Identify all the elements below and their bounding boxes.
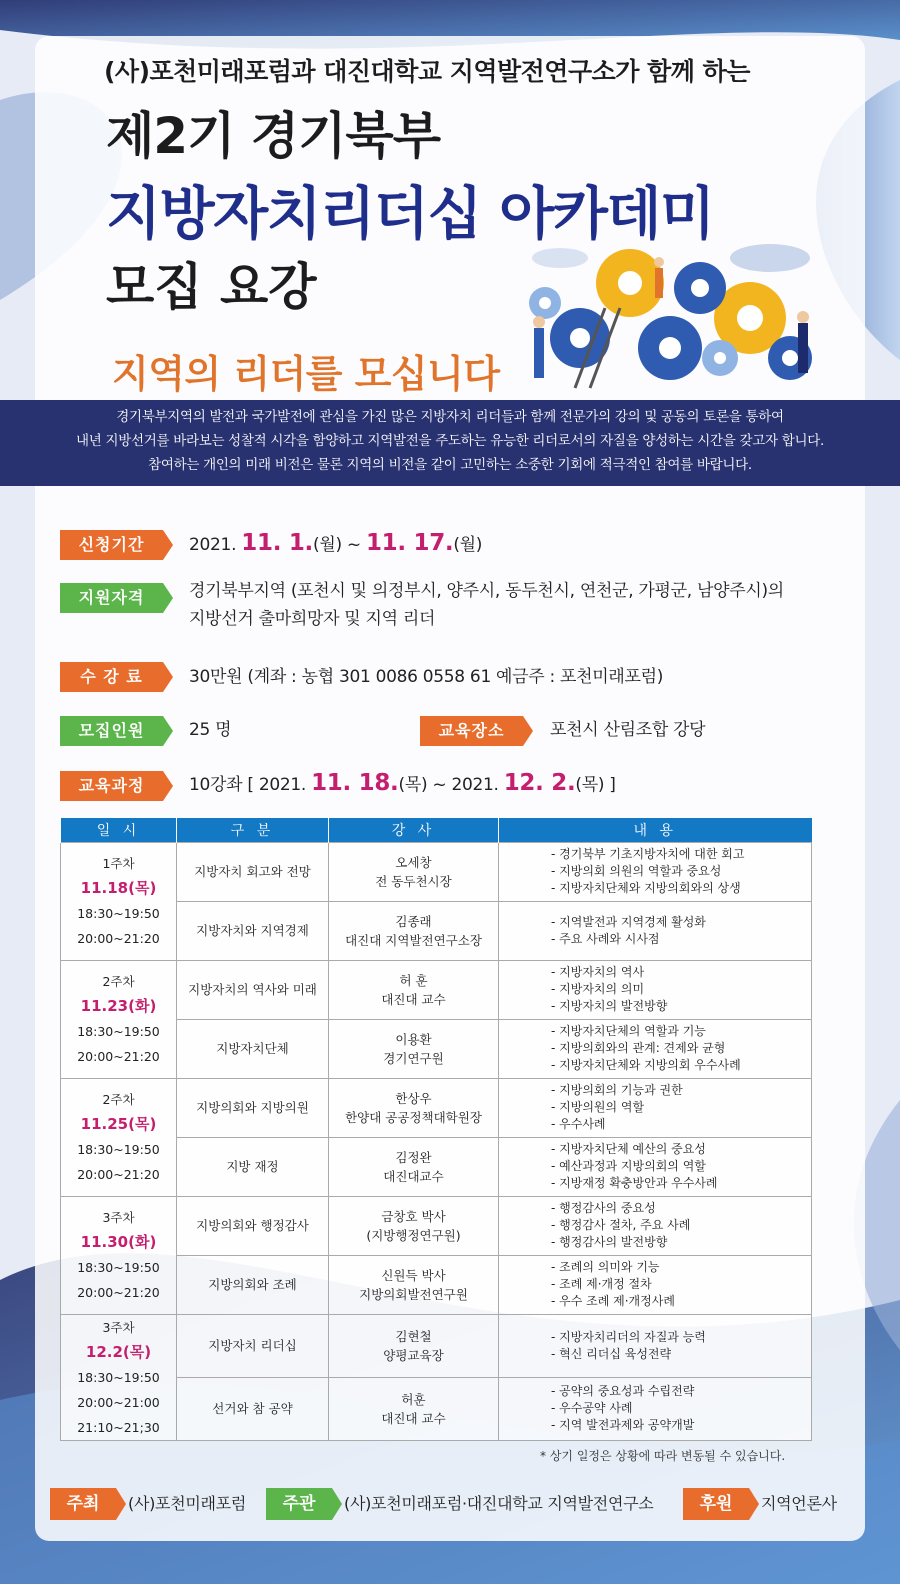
content-item: - 행정감사 절차, 주요 사례: [551, 1218, 691, 1232]
lecturer-line: 김정완: [395, 1149, 432, 1165]
week-date: 11.18(목): [80, 879, 157, 897]
session-time: 20:00~21:20: [77, 1049, 160, 1064]
session-category: 지방자치 회고와 전망: [177, 842, 329, 901]
session-time: 18:30~19:50: [77, 1142, 160, 1157]
intro-line: 참여하는 개인의 미래 비전은 물론 지역의 비전을 같이 고민하는 소중한 기회에 적극적인 참여를 바랍니다.: [148, 457, 752, 473]
session-time: 18:30~19:50: [77, 1369, 160, 1385]
lecturer-line: 오세창: [395, 854, 432, 870]
session-time: 20:00~21:00: [77, 1394, 160, 1410]
lecturer-line: 허 훈: [399, 972, 428, 988]
content-item: - 지역 발전과제와 공약개발: [551, 1418, 695, 1432]
session-lecturer: [329, 1196, 499, 1255]
fee-label: 수 강 료: [60, 662, 163, 692]
course-label: 교육과정: [60, 771, 163, 801]
session-lecturer: [329, 1314, 499, 1377]
venue-value: 포천시 산림조합 강당: [550, 720, 706, 740]
gears-illustration: [520, 228, 840, 393]
session-category: 지방 재정: [177, 1137, 329, 1196]
fee-value: 30만원 (계좌 : 농협 301 0086 0558 61 예금주 : 포천미래포럼): [189, 667, 664, 687]
host-value: (사)포천미래포럼: [128, 1494, 246, 1513]
organizer-value: (사)포천미래포럼·대진대학교 지역발전연구소: [344, 1494, 654, 1513]
sponsor-value: 지역언론사: [761, 1494, 837, 1513]
session-category: 지방의회와 조례: [177, 1255, 329, 1314]
header-datetime: 일 시: [61, 818, 177, 842]
content-item: - 지방의회와의 관계: 견제와 균형: [551, 1041, 726, 1055]
lecturer-line: 허훈: [401, 1391, 426, 1407]
table-row: [61, 1196, 812, 1255]
title-line-3: 모집 요강: [106, 258, 317, 316]
session-time: 18:30~19:50: [77, 1260, 160, 1275]
session-contents: [499, 1078, 812, 1137]
week-label: 1주차: [102, 856, 135, 871]
session-time: 18:30~19:50: [77, 1024, 160, 1039]
content-item: - 지방의회 의원의 역할과 중요성: [551, 864, 722, 878]
header-subtitle: (사)포천미래포럼과 대진대학교 지역발전연구소가 함께 하는: [104, 57, 750, 86]
week-datetime-cell: [61, 960, 177, 1078]
table-row: [61, 1314, 812, 1377]
content-item: - 주요 사례와 시사점: [551, 931, 660, 946]
lecturer-line: 김현철: [395, 1328, 432, 1344]
content-item: - 지방자치단체와 지방의회와의 상생: [551, 881, 741, 895]
session-time: 20:00~21:20: [77, 931, 160, 946]
period-value: 2021. 11. 1.(월) ~ 11. 17.(월): [189, 530, 483, 556]
content-item: - 조례의 의미와 기능: [551, 1260, 660, 1274]
lecturer-line: 대진대 교수: [381, 991, 446, 1007]
content-item: - 지방자치단체와 지방의회 우수사례: [551, 1058, 741, 1072]
table-header-row: [61, 818, 812, 842]
session-contents: [499, 960, 812, 1019]
content-item: - 지방자치의 발전방향: [551, 999, 668, 1013]
intro-banner: [0, 400, 900, 486]
session-lecturer: [329, 1377, 499, 1440]
lecturer-line: (지방행정연구원): [366, 1227, 461, 1243]
organizer-label: 주관: [266, 1488, 332, 1520]
lecturer-line: 금창호 박사: [381, 1208, 446, 1224]
lecturer-line: 양평교육장: [383, 1347, 444, 1363]
slogan: 지역의 리더를 모십니다: [112, 352, 500, 396]
capacity-label: 모집인원: [60, 716, 163, 746]
week-date: 12.2(목): [85, 1342, 152, 1361]
table-row: [61, 842, 812, 901]
session-category: 지방자치의 역사와 미래: [177, 960, 329, 1019]
content-item: - 행정감사의 발전방향: [551, 1235, 668, 1249]
lecturer-line: 지방의회발전연구원: [359, 1286, 468, 1302]
content-item: - 조례 제·개정 절차: [551, 1277, 652, 1291]
week-date: 11.25(목): [80, 1115, 157, 1133]
lecturer-line: 전 동두천시장: [375, 873, 452, 889]
session-contents: [499, 1377, 812, 1440]
week-date: 11.30(화): [80, 1233, 157, 1251]
session-lecturer: [329, 901, 499, 960]
sponsor-label: 후원: [683, 1488, 749, 1520]
session-lecturer: [329, 960, 499, 1019]
content-item: - 지방자치단체 예산의 중요성: [551, 1142, 706, 1156]
eligibility-value: 경기북부지역 (포천시 및 의정부시, 양주시, 동두천시, 연천군, 가평군, 남양주시)의 지방선거 출마희망자 및 지역 리더: [189, 581, 784, 629]
session-contents: [499, 1137, 812, 1196]
content-item: - 예산과정과 지방의회의 역할: [551, 1159, 706, 1173]
session-contents: [499, 1019, 812, 1078]
content-item: - 지방자치의 의미: [551, 982, 645, 996]
header-lecturer: 강 사: [329, 818, 499, 842]
session-contents: [499, 842, 812, 901]
session-lecturer: [329, 842, 499, 901]
lecturer-line: 한상우: [395, 1090, 432, 1106]
period-label: 신청기간: [60, 530, 163, 560]
intro-line: 내년 지방선거를 바라보는 성찰적 시각을 함양하고 지역발전을 주도하는 유능한 리더로서의 자질을 양성하는 시간을 갖고자 합니다.: [76, 433, 824, 449]
session-contents: [499, 901, 812, 960]
week-label: 3주차: [102, 1210, 135, 1225]
session-time: 21:10~21;30: [77, 1419, 160, 1435]
content-item: - 지방자치리더의 자질과 능력: [551, 1329, 706, 1344]
content-item: - 우수사례: [551, 1117, 606, 1131]
content-item: - 지방자치단체의 역할과 기능: [551, 1024, 706, 1038]
title-line-1: 제2기 경기북부: [106, 107, 440, 165]
lecturer-line: 신원득 박사: [381, 1267, 446, 1283]
session-contents: [499, 1196, 812, 1255]
week-label: 2주차: [102, 1092, 135, 1107]
title-line-2: 지방자치리더십 아카데미: [106, 181, 714, 247]
lecturer-line: 이용환: [395, 1031, 432, 1047]
content-item: - 우수 조례 제·개정사례: [551, 1294, 675, 1308]
intro-line: 경기북부지역의 발전과 국가발전에 관심을 가진 많은 지방자치 리더들과 함께 전문가의 강의 및 공동의 토론을 통하여: [116, 409, 784, 425]
session-time: 20:00~21:20: [77, 1167, 160, 1182]
lecturer-line: 경기연구원: [383, 1050, 444, 1066]
week-datetime-cell: [61, 1196, 177, 1314]
content-item: - 행정감사의 중요성: [551, 1201, 656, 1215]
lecturer-line: 한양대 공공정책대학원장: [345, 1109, 482, 1125]
session-time: 18:30~19:50: [77, 906, 160, 921]
week-datetime-cell: [61, 1314, 177, 1440]
session-category: 지방자치 리더십: [177, 1314, 329, 1377]
session-time: 20:00~21:20: [77, 1285, 160, 1300]
session-contents: [499, 1314, 812, 1377]
session-lecturer: [329, 1078, 499, 1137]
week-datetime-cell: [61, 1078, 177, 1196]
content-item: - 우수공약 사례: [551, 1401, 633, 1415]
venue-label: 교육장소: [420, 716, 523, 746]
content-item: - 지방의원의 역할: [551, 1100, 645, 1114]
schedule-table: [60, 818, 812, 1441]
capacity-value: 25 명: [189, 720, 232, 740]
lecturer-line: 대진대 교수: [381, 1410, 446, 1426]
week-datetime-cell: [61, 842, 177, 960]
session-lecturer: [329, 1137, 499, 1196]
session-category: 지방의회와 지방의원: [177, 1078, 329, 1137]
content-item: - 지역발전과 지역경제 활성화: [551, 914, 706, 929]
lecturer-line: 대진대 지역발전연구소장: [345, 932, 482, 948]
week-label: 3주차: [102, 1319, 135, 1335]
session-contents: [499, 1255, 812, 1314]
session-lecturer: [329, 1019, 499, 1078]
week-date: 11.23(화): [80, 997, 157, 1015]
content-item: - 지방의회의 기능과 권한: [551, 1083, 683, 1097]
header-category: 구 분: [177, 818, 329, 842]
table-row: [61, 960, 812, 1019]
eligibility-label: 지원자격: [60, 583, 163, 613]
session-category: 지방의회와 행정감사: [177, 1196, 329, 1255]
lecturer-line: 김종래: [395, 913, 432, 929]
lecturer-line: 대진대교수: [383, 1168, 444, 1184]
schedule-note: * 상기 일정은 상황에 따라 변동될 수 있습니다.: [540, 1449, 786, 1463]
header-contents: 내 용: [499, 818, 812, 842]
content-item: - 경기북부 기초지방자치에 대한 회고: [551, 847, 745, 861]
session-category: 지방자치와 지역경제: [177, 901, 329, 960]
week-label: 2주차: [102, 974, 135, 989]
host-label: 주최: [50, 1488, 116, 1520]
content-item: - 혁신 리더십 육성전략: [551, 1346, 672, 1361]
session-category: 선거와 참 공약: [177, 1377, 329, 1440]
table-row: [61, 1078, 812, 1137]
content-item: - 공약의 중요성과 수립전략: [551, 1384, 695, 1398]
session-category: 지방자치단체: [177, 1019, 329, 1078]
session-lecturer: [329, 1255, 499, 1314]
content-item: - 지방자치의 역사: [551, 965, 645, 979]
content-item: - 지방재정 확충방안과 우수사례: [551, 1176, 718, 1190]
course-value: 10강좌 [ 2021. 11. 18.(목) ~ 2021. 12. 2.(목) ]: [189, 770, 616, 796]
